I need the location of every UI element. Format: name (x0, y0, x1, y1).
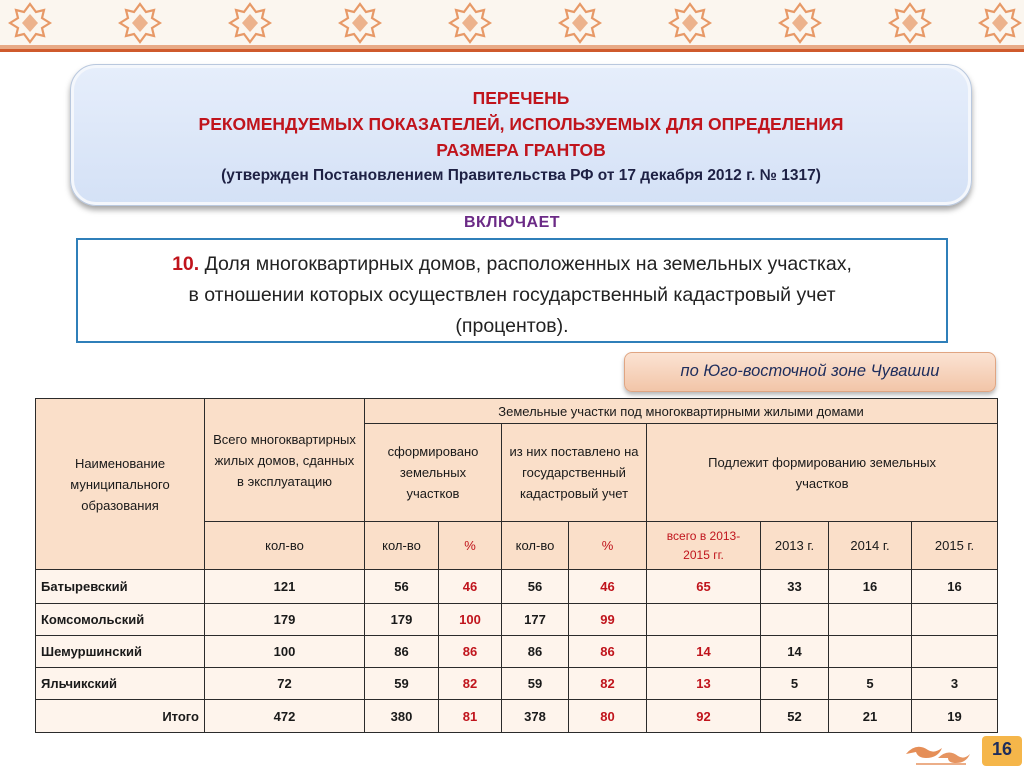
table-row (36, 668, 998, 700)
indicator-number: 10. (172, 253, 200, 275)
zone-label-box: по Юго-восточной зоне Чувашии (624, 352, 996, 392)
cell-2014: 16 (829, 570, 912, 604)
cell-registered-pct: 86 (569, 636, 647, 668)
header-2015: 2015 г. (912, 522, 998, 570)
header-count: кол-во (365, 522, 439, 570)
chuvash-ornament-icon (8, 2, 52, 44)
cell-2013: 52 (761, 700, 829, 733)
cell-2015 (912, 636, 998, 668)
cell-registered: 56 (502, 570, 569, 604)
cell-2014: 21 (829, 700, 912, 733)
cell-2014 (829, 604, 912, 636)
header-to-form: Подлежит формированию земельных участков (647, 424, 998, 522)
cell-name: Батыревский (36, 570, 205, 604)
chuvash-ornament-icon (668, 2, 712, 44)
chuvash-ornament-icon (778, 2, 822, 44)
header-total-houses: Всего многоквартирных жилых домов, сданных в эксплуатацию (205, 399, 365, 522)
cell-2014: 5 (829, 668, 912, 700)
cell-to-form: 14 (647, 636, 761, 668)
header-count: кол-во (502, 522, 569, 570)
chuvash-ornament-icon (228, 2, 272, 44)
cell-to-form: 92 (647, 700, 761, 733)
cell-registered: 177 (502, 604, 569, 636)
cell-2013: 33 (761, 570, 829, 604)
cell-to-form: 65 (647, 570, 761, 604)
cell-2013: 5 (761, 668, 829, 700)
cell-2015: 16 (912, 570, 998, 604)
chuvash-ornament-icon (448, 2, 492, 44)
page-number: 16 (991, 739, 1013, 759)
chuvash-ornament-icon (888, 2, 932, 44)
header-formed: сформировано земельных участков (365, 424, 502, 522)
chuvash-ornament-icon (978, 2, 1022, 44)
indicator-line (78, 249, 946, 280)
top-rule-dark (0, 49, 1024, 52)
cell-2015: 19 (912, 700, 998, 733)
table-total-row (36, 700, 998, 733)
cell-2014 (829, 636, 912, 668)
header-percent: % (439, 522, 502, 570)
cell-total: 72 (205, 668, 365, 700)
cell-total-label: Итого (36, 700, 205, 733)
chuvash-ornament-icon (558, 2, 602, 44)
indicator-line: (процентов). (455, 315, 569, 337)
top-ornament-band (0, 0, 1024, 48)
cell-name: Комсомольский (36, 604, 205, 636)
cell-formed-pct: 81 (439, 700, 502, 733)
includes-label: ВКЛЮЧАЕТ (463, 214, 561, 231)
cell-registered-pct: 80 (569, 700, 647, 733)
cell-2013: 14 (761, 636, 829, 668)
cell-registered-pct: 46 (569, 570, 647, 604)
cell-formed: 56 (365, 570, 439, 604)
header-count: кол-во (205, 522, 365, 570)
cell-2015 (912, 604, 998, 636)
chuvash-ornament-icon (338, 2, 382, 44)
cell-2015: 3 (912, 668, 998, 700)
header-2014: 2014 г. (829, 522, 912, 570)
cell-2013 (761, 604, 829, 636)
indicator-line: в отношении которых осуществлен государственный кадастровый учет (188, 284, 836, 306)
header-2013: 2013 г. (761, 522, 829, 570)
cell-formed-pct: 46 (439, 570, 502, 604)
title-line: РАЗМЕРА ГРАНТОВ (436, 140, 606, 160)
cell-formed: 59 (365, 668, 439, 700)
cell-total: 472 (205, 700, 365, 733)
cell-total: 179 (205, 604, 365, 636)
table-row (36, 570, 998, 604)
cell-to-form (647, 604, 761, 636)
title-subtitle: (утвержден Постановлением Правительства РФ от 17 декабря 2012 г. № 1317) (221, 167, 821, 184)
title-line: РЕКОМЕНДУЕМЫХ ПОКАЗАТЕЛЕЙ, ИСПОЛЬЗУЕМЫХ ДЛЯ ОПРЕДЕЛЕНИЯ (198, 114, 844, 134)
cell-formed-pct: 100 (439, 604, 502, 636)
cell-registered-pct: 82 (569, 668, 647, 700)
cell-formed: 86 (365, 636, 439, 668)
cell-total: 121 (205, 570, 365, 604)
cell-registered-pct: 99 (569, 604, 647, 636)
cell-registered: 59 (502, 668, 569, 700)
cell-registered: 86 (502, 636, 569, 668)
title-line: ПЕРЕЧЕНЬ (472, 88, 570, 108)
table-row (36, 604, 998, 636)
cell-formed: 380 (365, 700, 439, 733)
header-registered: из них поставлено на государственный кадастровый учет (502, 424, 647, 522)
indicator-text: Доля многоквартирных домов, расположенных на земельных участках, (199, 253, 852, 275)
title-panel (70, 64, 972, 206)
cell-name: Шемуршинский (36, 636, 205, 668)
cell-formed-pct: 86 (439, 636, 502, 668)
cell-to-form: 13 (647, 668, 761, 700)
grants-table (35, 398, 998, 733)
cell-name: Яльчикский (36, 668, 205, 700)
cell-registered: 378 (502, 700, 569, 733)
chuvash-ornament-icon (118, 2, 162, 44)
cell-formed: 179 (365, 604, 439, 636)
table-row (36, 636, 998, 668)
header-total-2013-2015: всего в 2013-2015 гг. (647, 522, 761, 570)
header-percent: % (569, 522, 647, 570)
indicator-box (76, 238, 948, 343)
cell-total: 100 (205, 636, 365, 668)
cell-formed-pct: 82 (439, 668, 502, 700)
header-land-plots: Земельные участки под многоквартирными жилыми домами (365, 399, 998, 424)
header-name: Наименование муниципального образования (36, 399, 205, 570)
